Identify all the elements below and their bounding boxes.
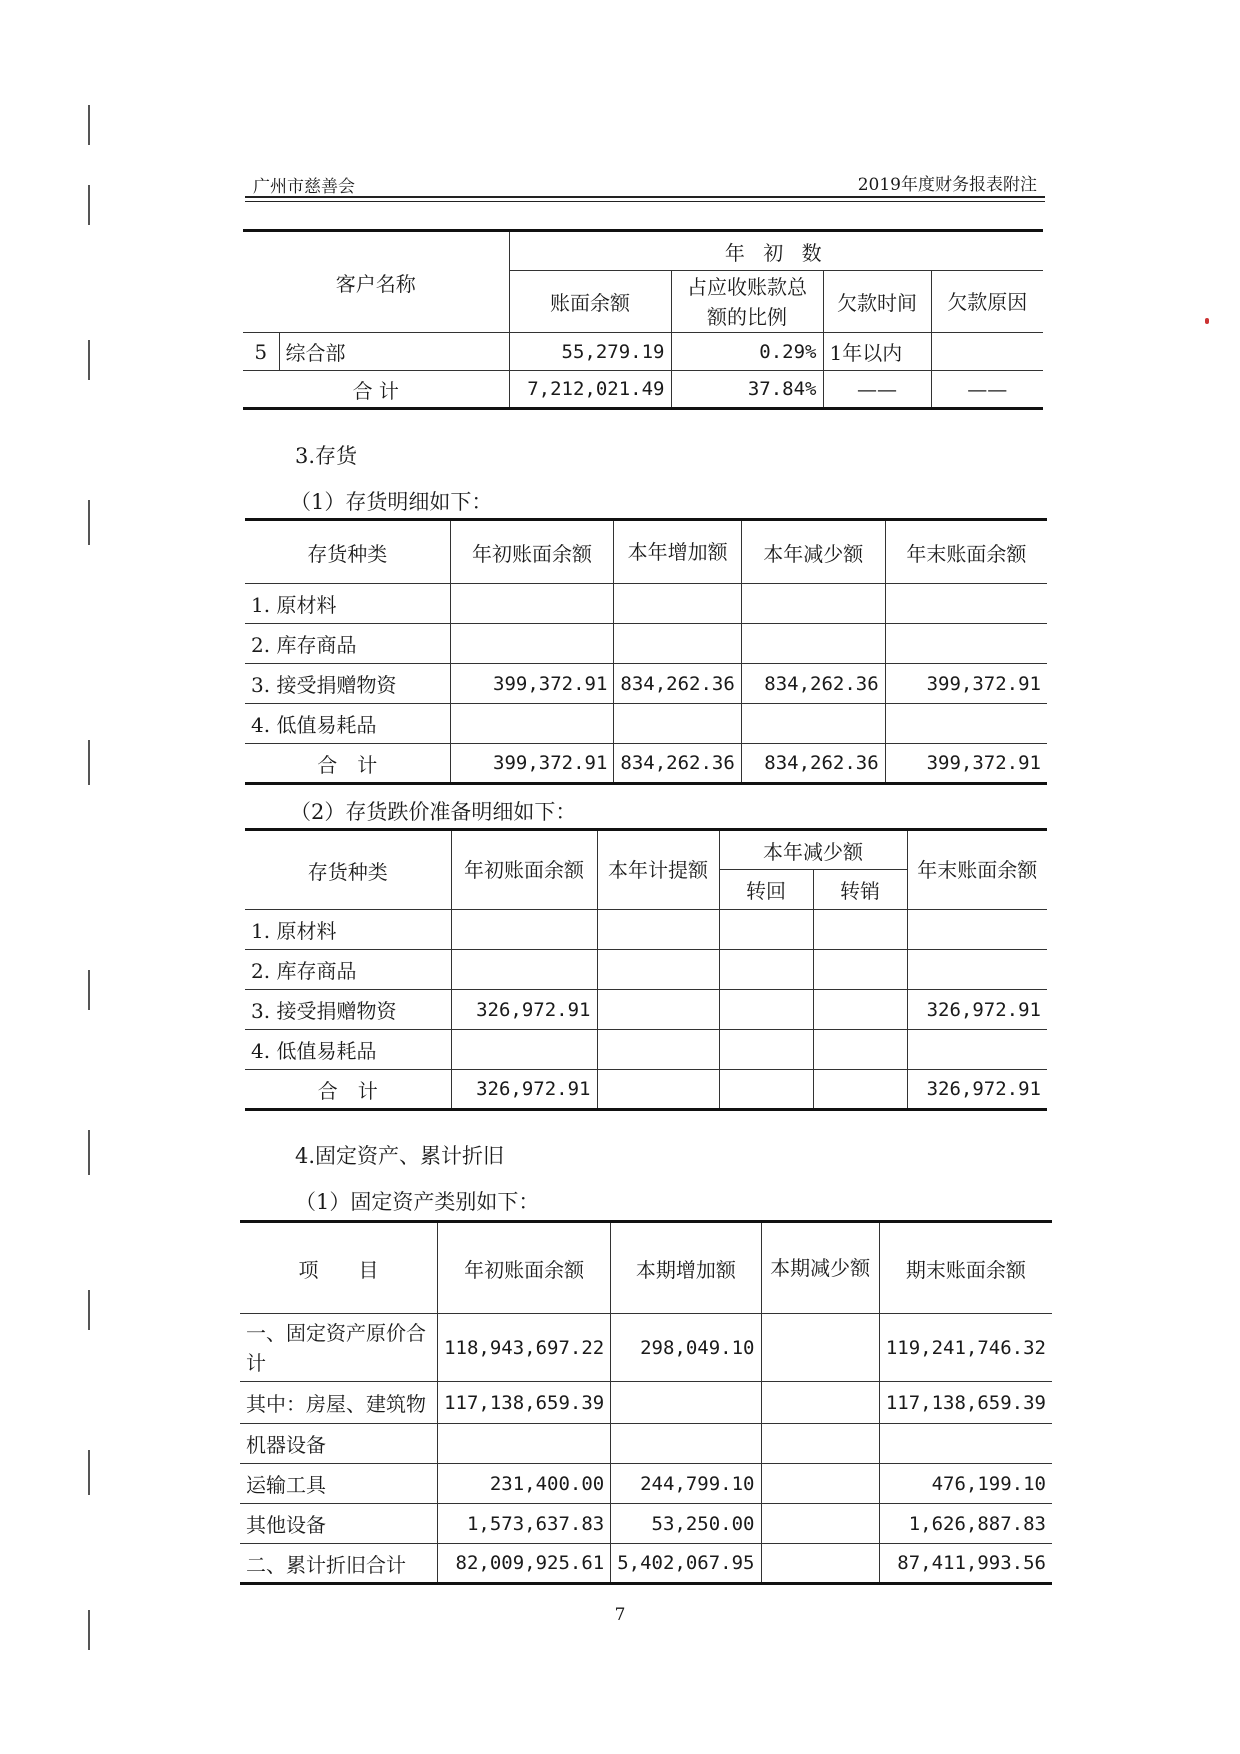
customer-name-header: 客户名称 <box>243 231 509 333</box>
value-cell <box>450 624 614 664</box>
section-4-title: 4.固定资产、累计折旧 <box>295 1144 505 1168</box>
header-rule <box>245 201 1045 202</box>
section-3-sub2: （2）存货跌价准备明细如下： <box>290 800 577 824</box>
report-title: 2019年度财务报表附注 <box>857 175 1037 195</box>
value-cell <box>450 584 614 624</box>
row-label: 机器设备 <box>240 1424 438 1464</box>
total-label: 合 计 <box>243 371 509 409</box>
value-cell: 5,402,067.95 <box>611 1544 761 1584</box>
value-cell <box>438 1424 611 1464</box>
section-4-sub1: （1）固定资产类别如下： <box>295 1190 540 1214</box>
page-number: 7 <box>614 1605 626 1625</box>
value-cell: 834,262.36 <box>741 744 885 784</box>
row-label: 1. 原材料 <box>245 584 450 624</box>
receivables-table <box>243 229 1043 410</box>
value-cell: 399,372.91 <box>450 664 614 704</box>
impairment-decrease-header: 本年减少额 <box>719 830 907 870</box>
total-label: 合 计 <box>245 1070 451 1110</box>
row-label: 4. 低值易耗品 <box>245 704 450 744</box>
row-label: 其中：房屋、建筑物 <box>240 1382 438 1424</box>
fixed-assets-table <box>240 1220 1052 1585</box>
row-label: 2. 库存商品 <box>245 950 451 990</box>
row-label: 一、固定资产原价合计 <box>240 1314 438 1382</box>
value-cell <box>761 1424 879 1464</box>
table-row <box>240 1382 1052 1424</box>
value-cell <box>719 950 813 990</box>
impairment-provision-header: 本年计提额 <box>597 830 719 910</box>
reversal-header: 转回 <box>719 870 813 910</box>
value-cell: 119,241,746.32 <box>879 1314 1052 1382</box>
table-row <box>245 950 1047 990</box>
fa-increase-header: 本期增加额 <box>611 1222 761 1314</box>
value-cell <box>611 1424 761 1464</box>
value-cell: 244,799.10 <box>611 1464 761 1504</box>
time-cell: 1年以内 <box>823 333 931 371</box>
value-cell: 53,250.00 <box>611 1504 761 1544</box>
value-cell <box>813 1070 907 1110</box>
table-row <box>245 624 1047 664</box>
value-cell: 399,372.91 <box>885 744 1047 784</box>
value-cell <box>741 624 885 664</box>
value-cell <box>879 1424 1052 1464</box>
balance-cell: 55,279.19 <box>509 333 671 371</box>
value-cell: 326,972.91 <box>451 990 597 1030</box>
customer-name: 综合部 <box>279 333 509 371</box>
inventory-decrease-header: 本年减少额 <box>741 520 885 584</box>
value-cell: 117,138,659.39 <box>879 1382 1052 1424</box>
value-cell <box>885 584 1047 624</box>
value-cell: 834,262.36 <box>741 664 885 704</box>
value-cell <box>761 1314 879 1382</box>
value-cell <box>761 1544 879 1584</box>
binding-mark <box>88 185 90 225</box>
value-cell <box>885 704 1047 744</box>
value-cell: 231,400.00 <box>438 1464 611 1504</box>
fa-decrease-header: 本期减少额 <box>761 1222 879 1314</box>
value-cell <box>761 1464 879 1504</box>
section-3-title: 3.存货 <box>295 444 358 468</box>
ink-dot <box>1205 318 1209 324</box>
value-cell <box>907 910 1047 950</box>
inventory-end-header: 年末账面余额 <box>885 520 1047 584</box>
inventory-start-header: 年初账面余额 <box>450 520 614 584</box>
row-label: 3. 接受捐赠物资 <box>245 990 451 1030</box>
value-cell <box>614 704 741 744</box>
row-number: 5 <box>243 333 279 371</box>
table-row <box>245 990 1047 1030</box>
value-cell: 298,049.10 <box>611 1314 761 1382</box>
value-cell <box>451 1030 597 1070</box>
ratio-cell: 0.29% <box>671 333 823 371</box>
value-cell <box>761 1382 879 1424</box>
total-reason: —— <box>931 371 1043 409</box>
value-cell <box>741 584 885 624</box>
binding-mark <box>88 970 90 1010</box>
value-cell <box>597 1030 719 1070</box>
table-row <box>245 584 1047 624</box>
total-row <box>243 371 1043 409</box>
inventory-table <box>245 518 1047 785</box>
value-cell <box>597 950 719 990</box>
row-label: 运输工具 <box>240 1464 438 1504</box>
row-label: 2. 库存商品 <box>245 624 450 664</box>
value-cell <box>885 624 1047 664</box>
value-cell <box>813 950 907 990</box>
total-label: 合 计 <box>245 744 450 784</box>
time-header: 欠款时间 <box>823 271 931 333</box>
reason-header: 欠款原因 <box>931 271 1043 333</box>
total-ratio: 37.84% <box>671 371 823 409</box>
value-cell <box>450 704 614 744</box>
value-cell: 326,972.91 <box>451 1070 597 1110</box>
table-row <box>240 1464 1052 1504</box>
table-row <box>240 1504 1052 1544</box>
value-cell <box>614 624 741 664</box>
writeoff-header: 转销 <box>813 870 907 910</box>
value-cell: 117,138,659.39 <box>438 1382 611 1424</box>
value-cell <box>719 990 813 1030</box>
value-cell: 1,573,637.83 <box>438 1504 611 1544</box>
table-row <box>245 910 1047 950</box>
value-cell <box>611 1382 761 1424</box>
balance-header: 账面余额 <box>509 271 671 333</box>
table-row <box>243 333 1043 371</box>
page-header <box>245 168 1045 198</box>
binding-mark <box>88 340 90 380</box>
value-cell: 834,262.36 <box>614 744 741 784</box>
table-row <box>245 704 1047 744</box>
impairment-type-header: 存货种类 <box>245 830 451 910</box>
total-row <box>245 1070 1047 1110</box>
table-row <box>245 1030 1047 1070</box>
value-cell <box>597 990 719 1030</box>
total-time: —— <box>823 371 931 409</box>
section-3-sub1: （1）存货明细如下： <box>290 490 493 514</box>
row-label: 二、累计折旧合计 <box>240 1544 438 1584</box>
impairment-start-header: 年初账面余额 <box>451 830 597 910</box>
value-cell: 476,199.10 <box>879 1464 1052 1504</box>
value-cell: 87,411,993.56 <box>879 1544 1052 1584</box>
binding-mark <box>88 1130 90 1175</box>
value-cell <box>719 1030 813 1070</box>
value-cell <box>907 1030 1047 1070</box>
value-cell <box>907 950 1047 990</box>
table-row <box>240 1314 1052 1382</box>
value-cell <box>813 990 907 1030</box>
value-cell <box>451 950 597 990</box>
value-cell <box>719 910 813 950</box>
binding-mark <box>88 740 90 785</box>
impairment-end-header: 年末账面余额 <box>907 830 1047 910</box>
binding-mark <box>88 1290 90 1330</box>
value-cell <box>813 910 907 950</box>
value-cell: 326,972.91 <box>907 990 1047 1030</box>
row-label: 1. 原材料 <box>245 910 451 950</box>
total-row <box>245 744 1047 784</box>
value-cell: 82,009,925.61 <box>438 1544 611 1584</box>
value-cell: 399,372.91 <box>885 664 1047 704</box>
value-cell: 834,262.36 <box>614 664 741 704</box>
value-cell <box>614 584 741 624</box>
organization-name: 广州市慈善会 <box>253 177 355 197</box>
total-balance: 7,212,021.49 <box>509 371 671 409</box>
value-cell <box>761 1504 879 1544</box>
value-cell <box>451 910 597 950</box>
value-cell <box>813 1030 907 1070</box>
binding-mark <box>88 1450 90 1495</box>
inventory-increase-header: 本年增加额 <box>614 520 741 584</box>
row-label: 其他设备 <box>240 1504 438 1544</box>
value-cell: 1,626,887.83 <box>879 1504 1052 1544</box>
table-row <box>245 664 1047 704</box>
value-cell <box>719 1070 813 1110</box>
value-cell: 399,372.91 <box>450 744 614 784</box>
table-row <box>240 1424 1052 1464</box>
ratio-header: 占应收账款总额的比例 <box>671 271 823 333</box>
fa-start-header: 年初账面余额 <box>438 1222 611 1314</box>
row-label: 4. 低值易耗品 <box>245 1030 451 1070</box>
value-cell: 118,943,697.22 <box>438 1314 611 1382</box>
row-label: 3. 接受捐赠物资 <box>245 664 450 704</box>
item-header: 项 目 <box>240 1222 438 1314</box>
reason-cell <box>931 333 1043 371</box>
value-cell <box>741 704 885 744</box>
value-cell <box>597 910 719 950</box>
inventory-type-header: 存货种类 <box>245 520 450 584</box>
value-cell <box>597 1070 719 1110</box>
table-row <box>240 1544 1052 1584</box>
binding-mark <box>88 500 90 545</box>
impairment-table <box>245 828 1047 1111</box>
binding-mark <box>88 105 90 145</box>
value-cell: 326,972.91 <box>907 1070 1047 1110</box>
fa-end-header: 期末账面余额 <box>879 1222 1052 1314</box>
year-start-header: 年 初 数 <box>509 231 1043 271</box>
